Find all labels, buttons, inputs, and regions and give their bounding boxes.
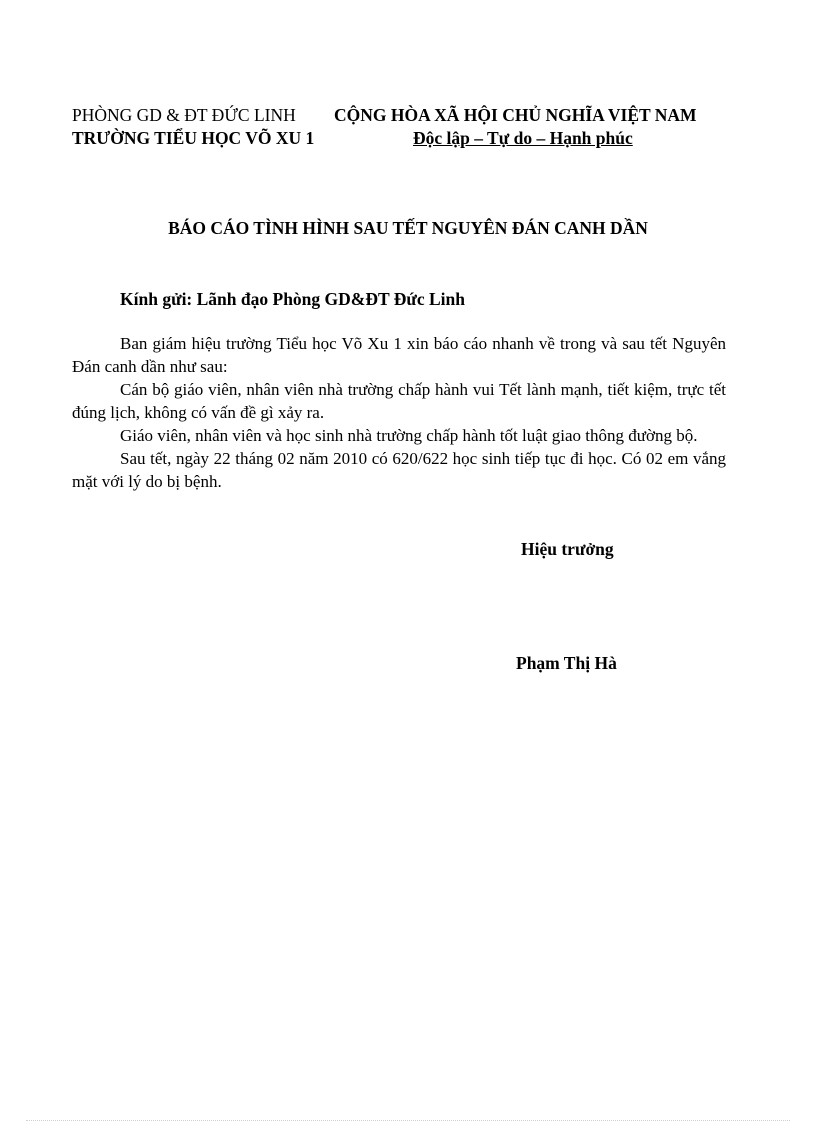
report-title: BÁO CÁO TÌNH HÌNH SAU TẾT NGUYÊN ĐÁN CANH DẦN bbox=[168, 218, 648, 238]
page-bottom-edge bbox=[26, 1120, 790, 1121]
body-paragraph: Sau tết, ngày 22 tháng 02 năm 2010 có 620/622 học sinh tiếp tục đi học. Có 02 em vắng mặt với lý do bị bệnh. bbox=[72, 449, 726, 491]
body-paragraph: Cán bộ giáo viên, nhân viên nhà trường chấp hành vui Tết lành mạnh, tiết kiệm, trực tết đúng lịch, không có vấn đề gì xảy ra. bbox=[72, 380, 726, 422]
report-body bbox=[72, 332, 726, 493]
signature-name: Phạm Thị Hà bbox=[516, 653, 617, 673]
school-name: TRƯỜNG TIỂU HỌC VÕ XU 1 bbox=[72, 128, 315, 148]
recipient-line: Kính gửi: Lãnh đạo Phòng GD&ĐT Đức Linh bbox=[120, 289, 466, 309]
department-name: PHÒNG GD & ĐT ĐỨC LINH bbox=[72, 105, 296, 125]
national-motto: Độc lập – Tự do – Hạnh phúc bbox=[413, 128, 633, 148]
signature-title: Hiệu trưởng bbox=[521, 539, 614, 559]
body-paragraph: Giáo viên, nhân viên và học sinh nhà trường chấp hành tốt luật giao thông đường bộ. bbox=[120, 426, 698, 445]
body-paragraph: Ban giám hiệu trường Tiểu học Võ Xu 1 xin báo cáo nhanh về trong và sau tết Nguyên Đán canh dần như sau: bbox=[72, 334, 726, 376]
national-title: CỘNG HÒA XÃ HỘI CHỦ NGHĨA VIỆT NAM bbox=[334, 105, 697, 125]
